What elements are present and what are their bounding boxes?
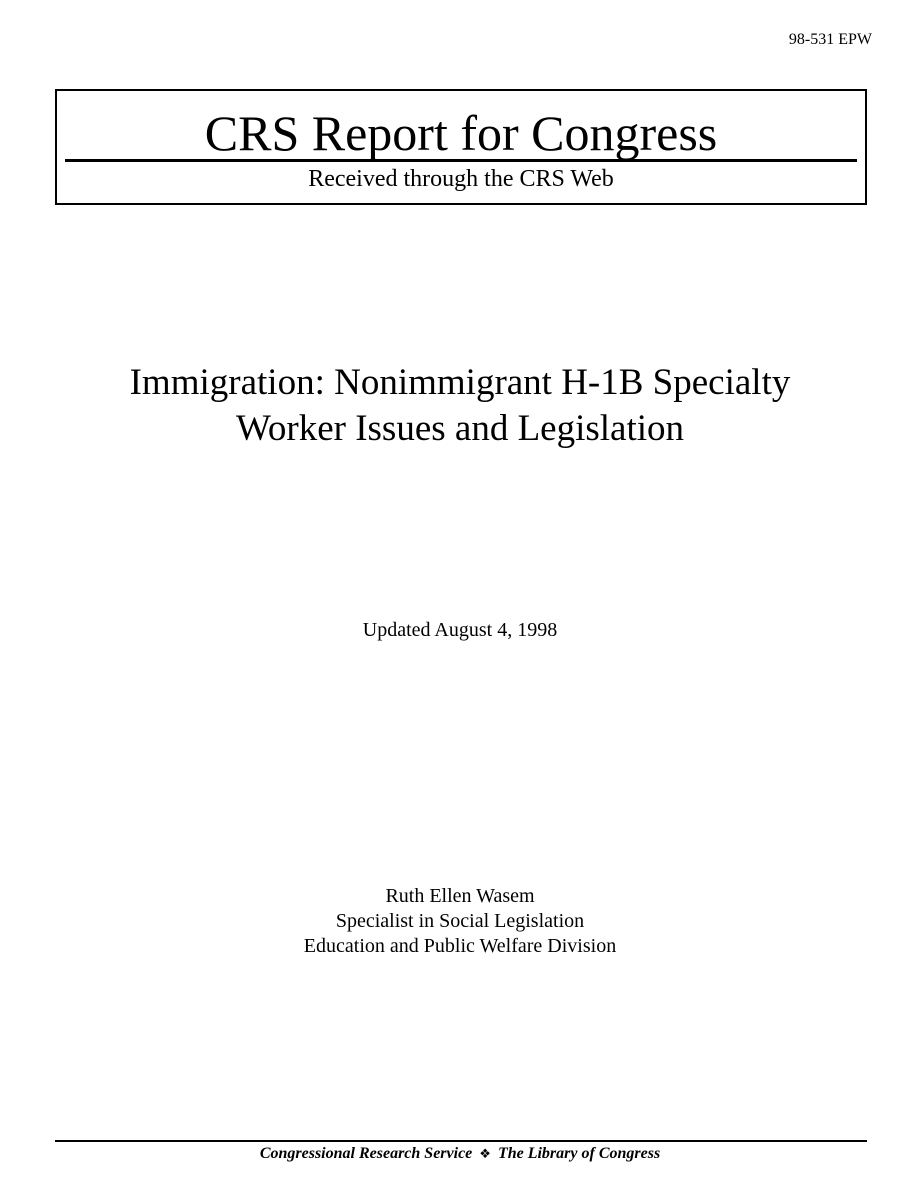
- report-header-box: [55, 89, 867, 205]
- footer-rule: [55, 1140, 867, 1142]
- author-name: Ruth Ellen Wasem: [385, 885, 535, 907]
- footer-left-text: Congressional Research Service: [259, 1145, 473, 1162]
- document-title-line-1: Immigration: Nonimmigrant H-1B Specialty: [129, 362, 791, 403]
- footer: [0, 1144, 920, 1165]
- author-position: Specialist in Social Legislation: [335, 910, 585, 932]
- header-subtitle: Received through the CRS Web: [308, 166, 614, 192]
- document-title: [60, 360, 860, 452]
- document-title-line-2: Worker Issues and Legislation: [235, 408, 685, 449]
- report-number: 98-531 EPW: [788, 31, 872, 48]
- updated-date: Updated August 4, 1998: [362, 619, 558, 641]
- header-title: CRS Report for Congress: [204, 105, 718, 161]
- author-block: [0, 884, 920, 959]
- diamond-ornament-icon: ❖: [479, 1147, 491, 1162]
- author-division: Education and Public Welfare Division: [303, 935, 617, 957]
- header-rule: [65, 159, 857, 162]
- footer-right-text: The Library of Congress: [497, 1145, 661, 1162]
